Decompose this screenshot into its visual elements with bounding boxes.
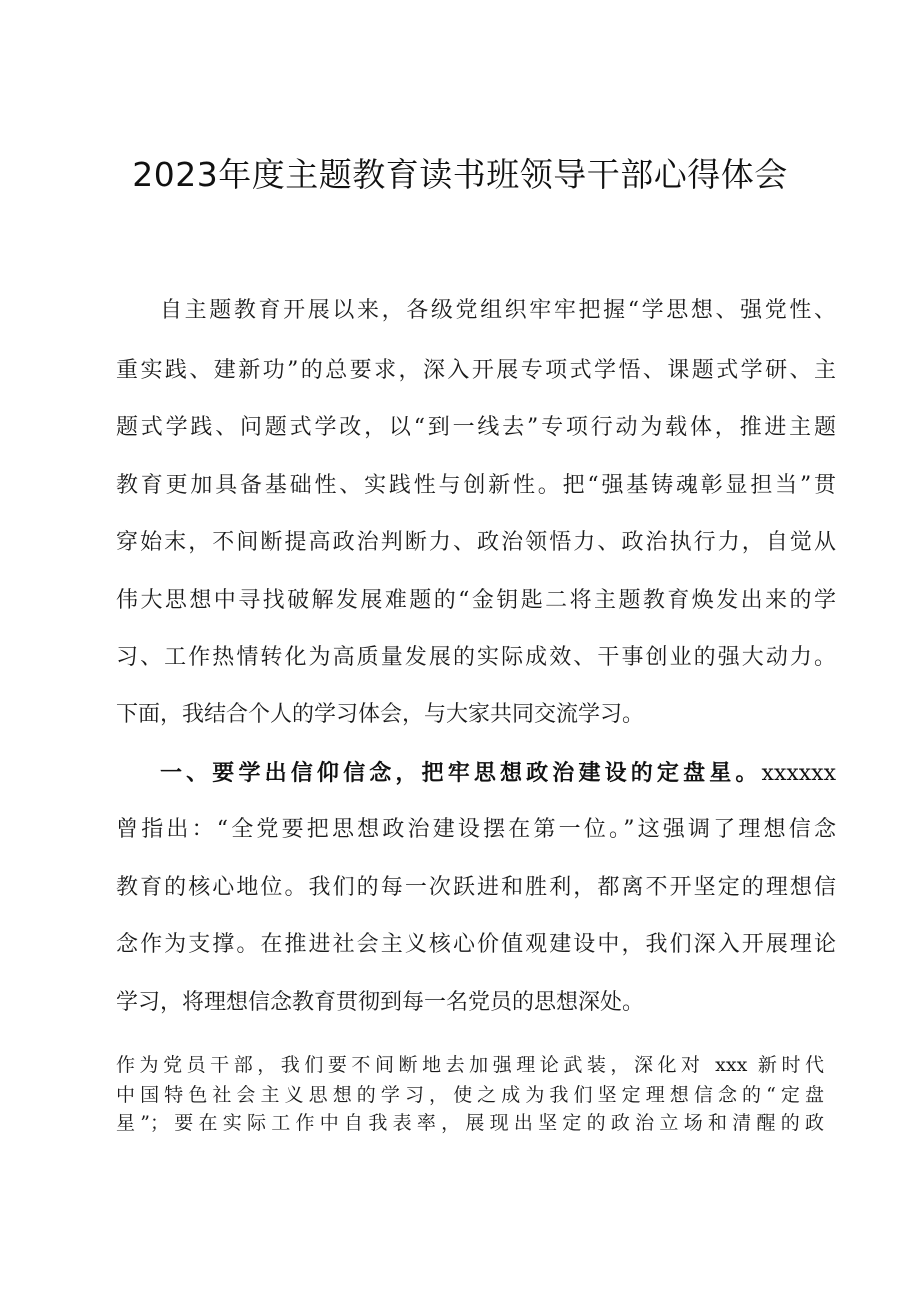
document-title: 2023年度主题教育读书班领导干部心得体会: [132, 155, 788, 194]
section-one-heading-tail: xxxxxx: [761, 761, 836, 786]
intro-line-5: 穿始末，不间断提高政治判断力、政治领悟力、政治执行力，自觉从: [116, 530, 836, 555]
section-one-heading-line: [160, 758, 836, 789]
section-one-line-4: 学习，将理想信念教育贯彻到每一名党员的思想深处。: [116, 990, 645, 1015]
intro-line-2: 重实践、建新功”的总要求，深入开展专项式学悟、课题式学研、主: [116, 358, 836, 383]
closing-line-1: 作为党员干部，我们要不间断地去加强理论武装，深化对 xxx 新时代: [116, 1054, 824, 1076]
intro-line-1: 自主题教育开展以来，各级党组织牢牢把握“学思想、强党性、: [160, 298, 836, 323]
intro-line-3: 题式学践、问题式学改，以“到一线去”专项行动为载体，推进主题: [116, 415, 836, 440]
intro-line-7: 习、工作热情转化为高质量发展的实际成效、干事创业的强大动力。: [116, 645, 836, 670]
section-one-line-2: 教育的核心地位。我们的每一次跃进和胜利，都离不开坚定的理想信: [116, 875, 836, 900]
section-one-line-1: 曾指出：“全党要把思想政治建设摆在第一位。”这强调了理想信念: [116, 817, 836, 842]
section-one-heading: 一、要学出信仰信念，把牢思想政治建设的定盘星。: [160, 761, 762, 786]
intro-line-6: 伟大思想中寻找破解发展难题的“金钥匙二将主题教育焕发出来的学: [116, 588, 836, 613]
intro-line-4: 教育更加具备基础性、实践性与创新性。把“强基铸魂彰显担当”贯: [116, 473, 836, 498]
closing-line-2: 中国特色社会主义思想的学习，使之成为我们坚定理想信念的“定盘: [116, 1084, 824, 1106]
closing-line-3: 星”；要在实际工作中自我表率，展现出坚定的政治立场和清醒的政: [116, 1112, 824, 1134]
intro-line-8: 下面，我结合个人的学习体会，与大家共同交流学习。: [116, 702, 645, 727]
section-one-line-3: 念作为支撑。在推进社会主义核心价值观建设中，我们深入开展理论: [116, 932, 836, 957]
